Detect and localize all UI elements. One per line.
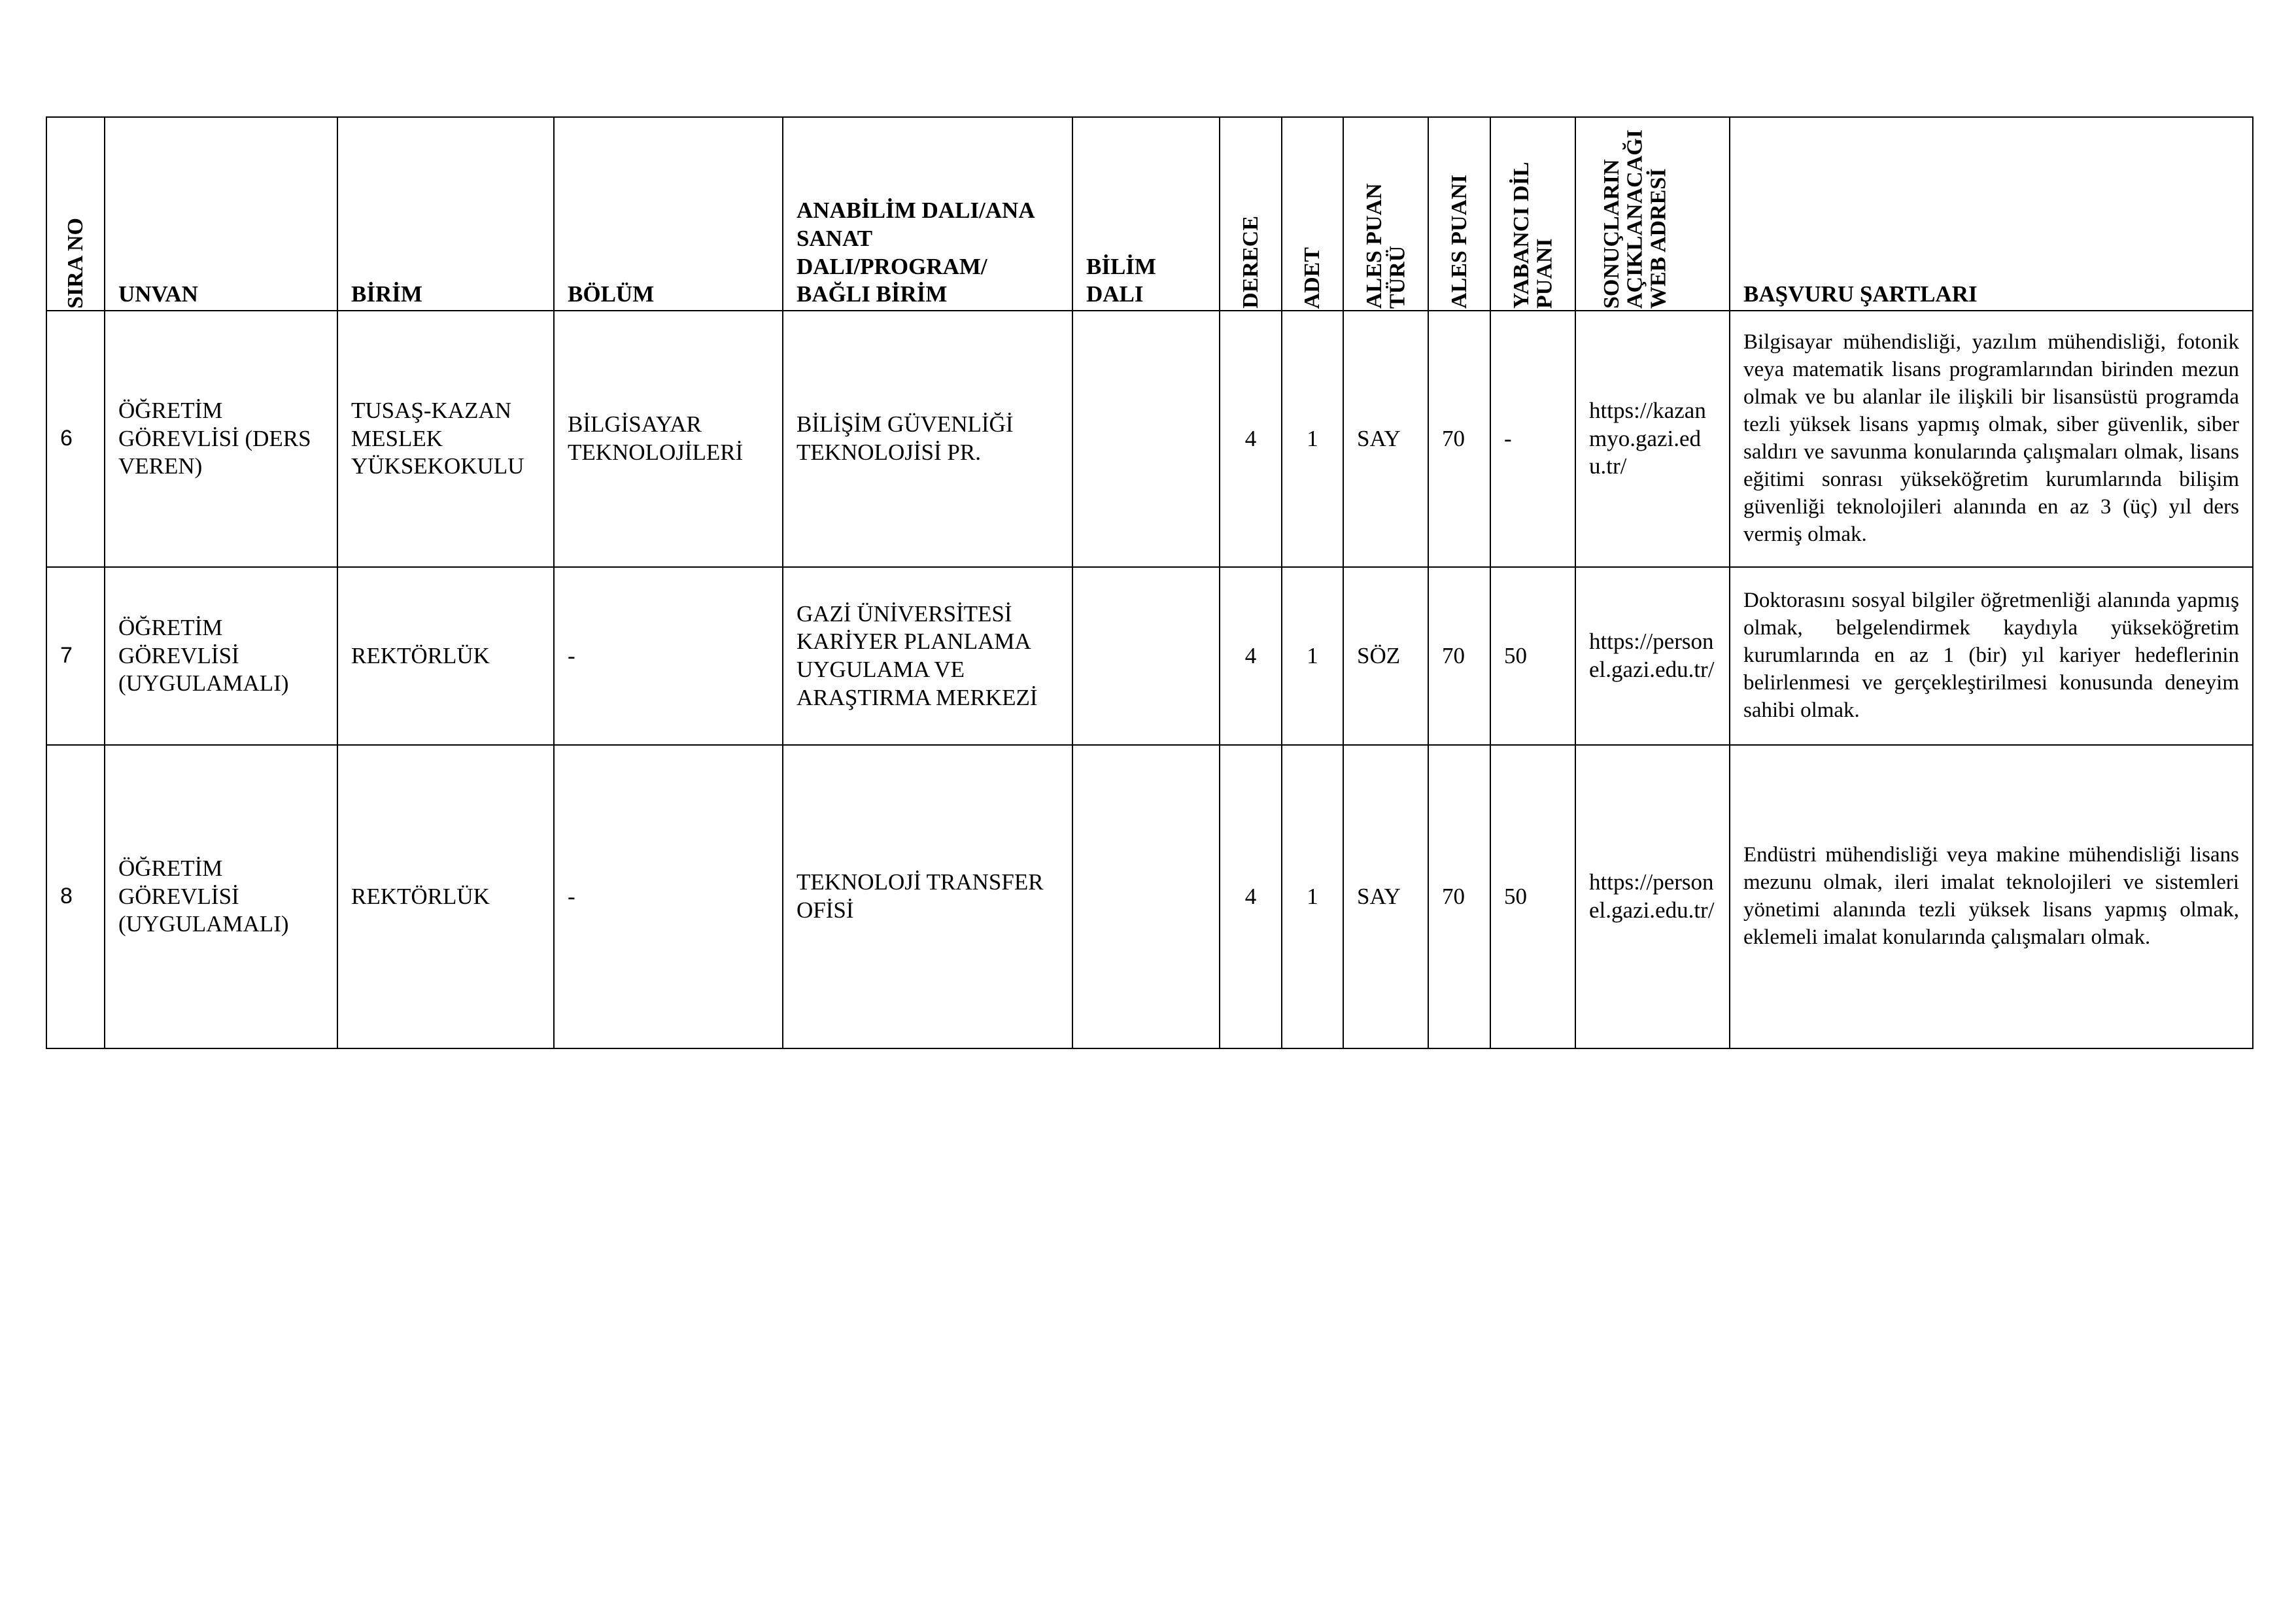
header-unvan: UNVAN — [105, 117, 337, 311]
header-bolum: BÖLÜM — [554, 117, 783, 311]
cell-derece: 4 — [1220, 311, 1282, 567]
cell-yabanci-dil-puani: 50 — [1490, 745, 1575, 1048]
header-yabanci-dil-puani: YABANCI DİL PUANI — [1490, 117, 1575, 311]
cell-bilim-dali — [1072, 745, 1220, 1048]
header-web-adresi: SONUÇLARIN AÇIKLANACAĞI WEB ADRESİ — [1575, 117, 1730, 311]
cell-derece: 4 — [1220, 567, 1282, 745]
cell-ales-puani: 70 — [1428, 567, 1490, 745]
cell-unvan: ÖĞRETİM GÖREVLİSİ (UYGULAMALI) — [105, 745, 337, 1048]
cell-birim: REKTÖRLÜK — [337, 567, 554, 745]
cell-bilim-dali — [1072, 311, 1220, 567]
table-row — [46, 745, 2253, 1048]
announcement-sheet — [46, 116, 2253, 1049]
cell-derece: 4 — [1220, 745, 1282, 1048]
cell-birim: TUSAŞ-KAZAN MESLEK YÜKSEKOKULU — [337, 311, 554, 567]
cell-basvuru-sartlari: Endüstri mühendisliği veya makine mühendisliği lisans mezunu olmak, ileri imalat teknolojileri ve sistemleri yönetimi alanında tezli yüksek lisans yapmış olmak, eklemeli imalat konularında çalışmaları olmak. — [1730, 745, 2253, 1048]
positions-table — [46, 116, 2253, 1049]
header-sira-no: SIRA NO — [46, 117, 105, 311]
header-birim: BİRİM — [337, 117, 554, 311]
cell-sira-no: 6 — [46, 311, 105, 567]
cell-yabanci-dil-puani: - — [1490, 311, 1575, 567]
table-row — [46, 311, 2253, 567]
cell-web-adresi: https://personel.gazi.edu.tr/ — [1575, 567, 1730, 745]
header-basvuru-sartlari: BAŞVURU ŞARTLARI — [1730, 117, 2253, 311]
table-row — [46, 567, 2253, 745]
cell-web-adresi: https://personel.gazi.edu.tr/ — [1575, 745, 1730, 1048]
cell-ales-puan-turu: SAY — [1343, 745, 1428, 1048]
cell-basvuru-sartlari: Bilgisayar mühendisliği, yazılım mühendisliği, fotonik veya matematik lisans programlarından birinden mezun olmak ve bu alanlar ile ilişkili bir lisansüstü programda tezli yüksek lisans yapmış olmak, siber güvenlik, siber saldırı ve savunma konularında çalışmaları olmak, lisans eğitimi sonrası yükseköğretim kurumlarında bilişim güvenliği teknolojileri alanında en az 3 (üç) yıl ders vermiş olmak. — [1730, 311, 2253, 567]
cell-ales-puan-turu: SAY — [1343, 311, 1428, 567]
cell-anabilim-dali: BİLİŞİM GÜVENLİĞİ TEKNOLOJİSİ PR. — [783, 311, 1072, 567]
header-bilim-dali: BİLİM DALI — [1072, 117, 1220, 311]
cell-bolum: - — [554, 745, 783, 1048]
table-header-row — [46, 117, 2253, 311]
cell-birim: REKTÖRLÜK — [337, 745, 554, 1048]
cell-web-adresi: https://kazanmyo.gazi.edu.tr/ — [1575, 311, 1730, 567]
cell-unvan: ÖĞRETİM GÖREVLİSİ (UYGULAMALI) — [105, 567, 337, 745]
cell-anabilim-dali: GAZİ ÜNİVERSİTESİ KARİYER PLANLAMA UYGULAMA VE ARAŞTIRMA MERKEZİ — [783, 567, 1072, 745]
cell-unvan: ÖĞRETİM GÖREVLİSİ (DERS VEREN) — [105, 311, 337, 567]
header-ales-puan-turu: ALES PUAN TÜRÜ — [1343, 117, 1428, 311]
cell-anabilim-dali: TEKNOLOJİ TRANSFER OFİSİ — [783, 745, 1072, 1048]
header-anabilim-dali: ANABİLİM DALI/ANA SANAT DALI/PROGRAM/ BAĞLI BİRİM — [783, 117, 1072, 311]
cell-sira-no: 7 — [46, 567, 105, 745]
cell-adet: 1 — [1282, 567, 1343, 745]
cell-yabanci-dil-puani: 50 — [1490, 567, 1575, 745]
cell-ales-puani: 70 — [1428, 745, 1490, 1048]
cell-ales-puani: 70 — [1428, 311, 1490, 567]
header-derece: DERECE — [1220, 117, 1282, 311]
header-adet: ADET — [1282, 117, 1343, 311]
cell-adet: 1 — [1282, 745, 1343, 1048]
header-ales-puani: ALES PUANI — [1428, 117, 1490, 311]
cell-adet: 1 — [1282, 311, 1343, 567]
cell-bolum: BİLGİSAYAR TEKNOLOJİLERİ — [554, 311, 783, 567]
cell-ales-puan-turu: SÖZ — [1343, 567, 1428, 745]
cell-sira-no: 8 — [46, 745, 105, 1048]
cell-bilim-dali — [1072, 567, 1220, 745]
cell-basvuru-sartlari: Doktorasını sosyal bilgiler öğretmenliği alanında yapmış olmak, belgelendirmek kaydıyla yükseköğretim kurumlarında en az 1 (bir) yıl kariyer hedeflerinin belirlenmesi ve gerçekleştirilmesi konusunda deneyim sahibi olmak. — [1730, 567, 2253, 745]
cell-bolum: - — [554, 567, 783, 745]
